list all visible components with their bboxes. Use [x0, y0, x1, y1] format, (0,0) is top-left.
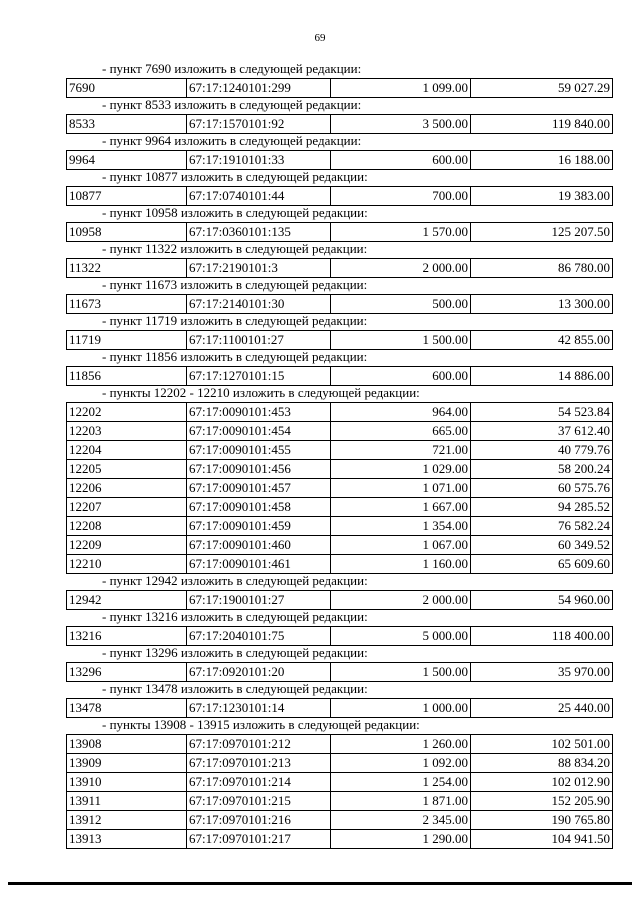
item-number-cell: 13913 — [67, 830, 187, 849]
area-cell: 1 290.00 — [331, 830, 471, 849]
cadastral-number-cell: 67:17:0090101:455 — [187, 441, 331, 460]
value-cell: 25 440.00 — [471, 699, 613, 718]
table-row — [67, 460, 613, 479]
cadastral-number-cell: 67:17:2140101:30 — [187, 295, 331, 314]
parcel-table — [66, 698, 613, 718]
area-cell: 1 067.00 — [331, 536, 471, 555]
area-cell: 1 254.00 — [331, 773, 471, 792]
table-row — [67, 331, 613, 350]
table-row — [67, 811, 613, 830]
table-row — [67, 79, 613, 98]
section-heading: - пункт 9964 изложить в следующей редакции: — [102, 134, 362, 148]
item-number-cell: 13910 — [67, 773, 187, 792]
cadastral-number-cell: 67:17:0090101:461 — [187, 555, 331, 574]
area-cell: 1 092.00 — [331, 754, 471, 773]
parcel-table — [66, 734, 613, 849]
value-cell: 104 941.50 — [471, 830, 613, 849]
item-number-cell: 12942 — [67, 591, 187, 610]
area-cell: 3 500.00 — [331, 115, 471, 134]
value-cell: 54 523.84 — [471, 403, 613, 422]
section-heading: - пункт 12942 изложить в следующей редакции: — [102, 574, 368, 588]
value-cell: 94 285.52 — [471, 498, 613, 517]
value-cell: 42 855.00 — [471, 331, 613, 350]
item-number-cell: 7690 — [67, 79, 187, 98]
value-cell: 102 012.90 — [471, 773, 613, 792]
table-row — [67, 754, 613, 773]
parcel-table — [66, 626, 613, 646]
section-heading: - пункт 11322 изложить в следующей редакции: — [102, 242, 368, 256]
item-number-cell: 11719 — [67, 331, 187, 350]
section-heading: - пункт 11673 изложить в следующей редакции: — [102, 278, 368, 292]
cadastral-number-cell: 67:17:0740101:44 — [187, 187, 331, 206]
parcel-table — [66, 78, 613, 98]
section-heading: - пункты 12202 - 12210 изложить в следующей редакции: — [102, 386, 420, 400]
cadastral-number-cell: 67:17:2040101:75 — [187, 627, 331, 646]
area-cell: 2 000.00 — [331, 259, 471, 278]
value-cell: 152 205.90 — [471, 792, 613, 811]
item-number-cell: 8533 — [67, 115, 187, 134]
area-cell: 665.00 — [331, 422, 471, 441]
cadastral-number-cell: 67:17:0970101:217 — [187, 830, 331, 849]
area-cell: 2 345.00 — [331, 811, 471, 830]
item-number-cell: 12208 — [67, 517, 187, 536]
item-number-cell: 12206 — [67, 479, 187, 498]
area-cell: 1 029.00 — [331, 460, 471, 479]
cadastral-number-cell: 67:17:1270101:15 — [187, 367, 331, 386]
area-cell: 1 500.00 — [331, 663, 471, 682]
area-cell: 1 000.00 — [331, 699, 471, 718]
table-row — [67, 223, 613, 242]
document-body — [66, 62, 612, 849]
table-row — [67, 627, 613, 646]
value-cell: 86 780.00 — [471, 259, 613, 278]
item-number-cell: 13908 — [67, 735, 187, 754]
parcel-table — [66, 330, 613, 350]
table-row — [67, 295, 613, 314]
item-number-cell: 12205 — [67, 460, 187, 479]
cadastral-number-cell: 67:17:1910101:33 — [187, 151, 331, 170]
area-cell: 1 570.00 — [331, 223, 471, 242]
area-cell: 1 260.00 — [331, 735, 471, 754]
table-row — [67, 115, 613, 134]
parcel-table — [66, 114, 613, 134]
value-cell: 76 582.24 — [471, 517, 613, 536]
value-cell: 88 834.20 — [471, 754, 613, 773]
item-number-cell: 11322 — [67, 259, 187, 278]
value-cell: 35 970.00 — [471, 663, 613, 682]
item-number-cell: 12202 — [67, 403, 187, 422]
parcel-table — [66, 662, 613, 682]
bottom-rule — [8, 882, 632, 885]
section-heading: - пункт 11719 изложить в следующей редакции: — [102, 314, 368, 328]
section-heading: - пункт 11856 изложить в следующей редакции: — [102, 350, 368, 364]
parcel-table — [66, 150, 613, 170]
table-row — [67, 663, 613, 682]
item-number-cell: 12203 — [67, 422, 187, 441]
value-cell: 40 779.76 — [471, 441, 613, 460]
item-number-cell: 11673 — [67, 295, 187, 314]
parcel-table — [66, 590, 613, 610]
value-cell: 59 027.29 — [471, 79, 613, 98]
cadastral-number-cell: 67:17:0090101:453 — [187, 403, 331, 422]
item-number-cell: 13478 — [67, 699, 187, 718]
value-cell: 54 960.00 — [471, 591, 613, 610]
table-row — [67, 699, 613, 718]
section-heading: - пункт 10958 изложить в следующей редакции: — [102, 206, 368, 220]
parcel-table — [66, 258, 613, 278]
parcel-table — [66, 402, 613, 574]
cadastral-number-cell: 67:17:1100101:27 — [187, 331, 331, 350]
table-row — [67, 441, 613, 460]
cadastral-number-cell: 67:17:0090101:459 — [187, 517, 331, 536]
item-number-cell: 11856 — [67, 367, 187, 386]
cadastral-number-cell: 67:17:0090101:454 — [187, 422, 331, 441]
cadastral-number-cell: 67:17:2190101:3 — [187, 259, 331, 278]
item-number-cell: 13216 — [67, 627, 187, 646]
cadastral-number-cell: 67:17:0090101:458 — [187, 498, 331, 517]
value-cell: 14 886.00 — [471, 367, 613, 386]
area-cell: 5 000.00 — [331, 627, 471, 646]
value-cell: 125 207.50 — [471, 223, 613, 242]
section-heading: - пункт 13296 изложить в следующей редакции: — [102, 646, 368, 660]
item-number-cell: 12210 — [67, 555, 187, 574]
area-cell: 600.00 — [331, 151, 471, 170]
value-cell: 19 383.00 — [471, 187, 613, 206]
item-number-cell: 12209 — [67, 536, 187, 555]
parcel-table — [66, 222, 613, 242]
item-number-cell: 10958 — [67, 223, 187, 242]
parcel-table — [66, 294, 613, 314]
cadastral-number-cell: 67:17:0090101:460 — [187, 536, 331, 555]
area-cell: 1 667.00 — [331, 498, 471, 517]
table-row — [67, 403, 613, 422]
cadastral-number-cell: 67:17:1900101:27 — [187, 591, 331, 610]
section-heading: - пункт 8533 изложить в следующей редакции: — [102, 98, 362, 112]
parcel-table — [66, 366, 613, 386]
value-cell: 37 612.40 — [471, 422, 613, 441]
value-cell: 60 575.76 — [471, 479, 613, 498]
cadastral-number-cell: 67:17:0920101:20 — [187, 663, 331, 682]
item-number-cell: 13911 — [67, 792, 187, 811]
item-number-cell: 13909 — [67, 754, 187, 773]
cadastral-number-cell: 67:17:0970101:214 — [187, 773, 331, 792]
table-row — [67, 792, 613, 811]
table-row — [67, 187, 613, 206]
section-heading: - пункт 10877 изложить в следующей редакции: — [102, 170, 368, 184]
table-row — [67, 259, 613, 278]
parcel-table — [66, 186, 613, 206]
area-cell: 1 354.00 — [331, 517, 471, 536]
cadastral-number-cell: 67:17:0360101:135 — [187, 223, 331, 242]
cadastral-number-cell: 67:17:0970101:216 — [187, 811, 331, 830]
table-row — [67, 773, 613, 792]
cadastral-number-cell: 67:17:1230101:14 — [187, 699, 331, 718]
cadastral-number-cell: 67:17:0970101:212 — [187, 735, 331, 754]
section-heading: - пункт 13216 изложить в следующей редакции: — [102, 610, 368, 624]
area-cell: 1 160.00 — [331, 555, 471, 574]
area-cell: 1 871.00 — [331, 792, 471, 811]
value-cell: 58 200.24 — [471, 460, 613, 479]
area-cell: 2 000.00 — [331, 591, 471, 610]
value-cell: 16 188.00 — [471, 151, 613, 170]
section-heading: - пункт 7690 изложить в следующей редакции: — [102, 62, 362, 76]
table-row — [67, 555, 613, 574]
table-row — [67, 517, 613, 536]
table-row — [67, 367, 613, 386]
value-cell: 102 501.00 — [471, 735, 613, 754]
area-cell: 1 071.00 — [331, 479, 471, 498]
area-cell: 1 500.00 — [331, 331, 471, 350]
area-cell: 700.00 — [331, 187, 471, 206]
table-row — [67, 591, 613, 610]
table-row — [67, 536, 613, 555]
value-cell: 65 609.60 — [471, 555, 613, 574]
area-cell: 500.00 — [331, 295, 471, 314]
cadastral-number-cell: 67:17:0090101:456 — [187, 460, 331, 479]
section-heading: - пункт 13478 изложить в следующей редакции: — [102, 682, 368, 696]
value-cell: 13 300.00 — [471, 295, 613, 314]
item-number-cell: 12204 — [67, 441, 187, 460]
item-number-cell: 13912 — [67, 811, 187, 830]
area-cell: 1 099.00 — [331, 79, 471, 98]
table-row — [67, 830, 613, 849]
item-number-cell: 13296 — [67, 663, 187, 682]
table-row — [67, 151, 613, 170]
area-cell: 600.00 — [331, 367, 471, 386]
table-row — [67, 479, 613, 498]
item-number-cell: 9964 — [67, 151, 187, 170]
cadastral-number-cell: 67:17:1570101:92 — [187, 115, 331, 134]
page-number: 69 — [314, 32, 326, 44]
value-cell: 60 349.52 — [471, 536, 613, 555]
table-row — [67, 422, 613, 441]
area-cell: 964.00 — [331, 403, 471, 422]
cadastral-number-cell: 67:17:0970101:215 — [187, 792, 331, 811]
table-row — [67, 735, 613, 754]
table-row — [67, 498, 613, 517]
cadastral-number-cell: 67:17:1240101:299 — [187, 79, 331, 98]
item-number-cell: 10877 — [67, 187, 187, 206]
cadastral-number-cell: 67:17:0090101:457 — [187, 479, 331, 498]
area-cell: 721.00 — [331, 441, 471, 460]
section-heading: - пункты 13908 - 13915 изложить в следующей редакции: — [102, 718, 420, 732]
item-number-cell: 12207 — [67, 498, 187, 517]
cadastral-number-cell: 67:17:0970101:213 — [187, 754, 331, 773]
value-cell: 118 400.00 — [471, 627, 613, 646]
value-cell: 190 765.80 — [471, 811, 613, 830]
value-cell: 119 840.00 — [471, 115, 613, 134]
